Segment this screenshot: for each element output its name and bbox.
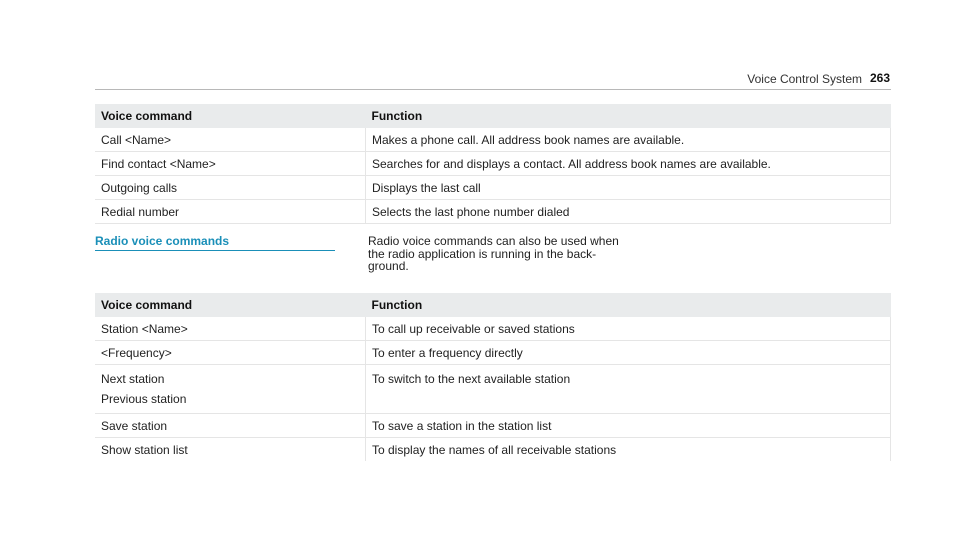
voice-command-cell: Save station xyxy=(95,414,366,438)
radio-commands-table xyxy=(95,293,891,461)
voice-command-cell: Station <Name> xyxy=(95,317,366,341)
voice-command-cell xyxy=(95,365,366,414)
function-cell: Selects the last phone number dialed xyxy=(366,200,891,224)
table-row xyxy=(95,176,891,200)
voice-command-line: Next station xyxy=(101,372,165,386)
function-cell: To call up receivable or saved stations xyxy=(366,317,891,341)
table-row xyxy=(95,152,891,176)
column-header-function: Function xyxy=(366,293,891,317)
paragraph-line: Radio voice commands can also be used when xyxy=(368,234,619,248)
function-cell: To save a station in the station list xyxy=(366,414,891,438)
voice-command-cell: Redial number xyxy=(95,200,366,224)
table-header-row xyxy=(95,293,891,317)
table-row xyxy=(95,414,891,438)
voice-command-line: Previous station xyxy=(101,392,187,406)
running-header-title: Voice Control System xyxy=(747,72,862,86)
radio-section-paragraph xyxy=(368,235,628,273)
voice-command-cell: Show station list xyxy=(95,438,366,462)
function-cell: To display the names of all receivable stations xyxy=(366,438,891,462)
paragraph-line: ground. xyxy=(368,259,409,273)
header-rule xyxy=(95,89,891,90)
section-heading-underline xyxy=(95,250,335,251)
function-cell: To switch to the next available station xyxy=(366,365,891,414)
voice-command-cell: <Frequency> xyxy=(95,341,366,365)
table-row xyxy=(95,200,891,224)
page-number: 263 xyxy=(869,71,890,85)
section-heading-radio: Radio voice commands xyxy=(95,234,230,248)
column-header-voice-command: Voice command xyxy=(95,104,366,128)
phone-commands-table xyxy=(95,104,891,224)
table-row xyxy=(95,128,891,152)
table-row xyxy=(95,365,891,414)
paragraph-line: the radio application is running in the back- xyxy=(368,246,597,261)
table-row xyxy=(95,341,891,365)
column-header-function: Function xyxy=(366,104,891,128)
function-cell: To enter a frequency directly xyxy=(366,341,891,365)
table-row xyxy=(95,438,891,462)
voice-command-cell: Call <Name> xyxy=(95,128,366,152)
function-cell: Displays the last call xyxy=(366,176,891,200)
function-cell: Searches for and displays a contact. All address book names are available. xyxy=(366,152,891,176)
column-header-voice-command: Voice command xyxy=(95,293,366,317)
table-row xyxy=(95,317,891,341)
function-cell: Makes a phone call. All address book names are available. xyxy=(366,128,891,152)
voice-command-cell: Find contact <Name> xyxy=(95,152,366,176)
table-header-row xyxy=(95,104,891,128)
voice-command-cell: Outgoing calls xyxy=(95,176,366,200)
